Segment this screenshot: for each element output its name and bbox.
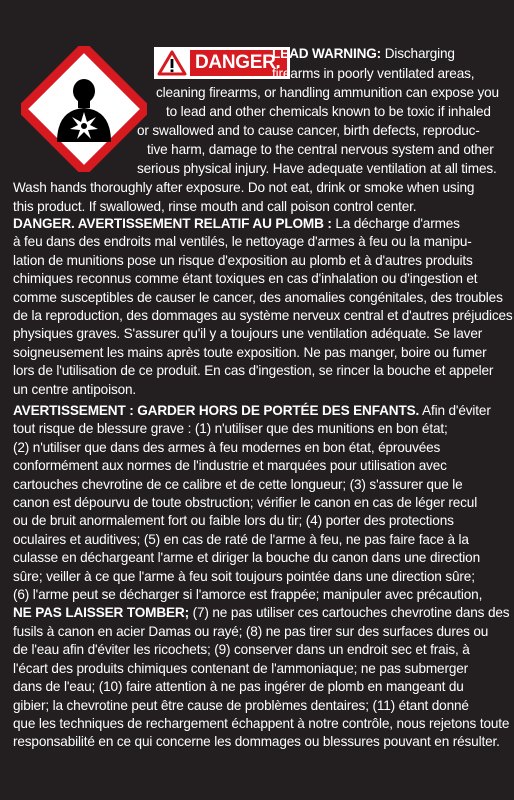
english-line: this product. If swallowed, rinse mouth and call poison control center. [13,199,417,214]
english-line: firearms in poorly ventilated areas, [272,66,475,81]
french-children-emphasis: NE PAS LAISSER TOMBER; [13,605,189,621]
french-children-line: (2) n'utiliser que dans des armes à feu modernes en bon état, éprouvées [13,439,441,455]
french-lead-line: La décharge d'armes [335,216,460,231]
french-lead-heading: DANGER. AVERTISSEMENT RELATIF AU PLOMB : [13,216,332,231]
danger-signal-box [154,47,290,79]
french-children-warning [13,402,510,752]
french-lead-line: de la reproduction, des dommages au système nerveux central et d'autres préjudices [13,308,513,324]
french-children-line: ou de bruit anormalement fort ou faible lors du tir; (4) porter des protections [13,513,454,529]
french-children-line: de l'eau afin d'éviter les ricochets; (9) conserver dans un endroit sec et frais, à [13,642,470,658]
french-children-line: (7) ne pas utiliser ces cartouches chevrotine dans des [192,605,510,621]
danger-signal-word: DANGER. [190,50,287,76]
french-lead-warning [13,215,513,399]
french-children-line: culasse en déchargeant l'arme et diriger la bouche du canon dans une direction [13,550,480,566]
french-children-line: responsabilité en ce qui concerne les dommages ou blessures pouvant en résulter. [13,734,500,750]
french-children-line: oculaires et auditives; (5) en cas de raté de l'arme à feu, ne pas faire face à la [13,531,469,547]
french-children-line: sûre; veiller à ce que l'arme à feu soit toujours pointée dans une direction sûre; [13,568,475,584]
french-children-line: fusils à canon en acier Damas ou rayé; (8) ne pas tirer sur des surfaces dures ou [13,623,489,639]
english-line: serious physical injury. Have adequate ventilation at all times. [137,161,497,176]
french-children-line: (6) l'arme peut se décharger si l'amorce est frappée; manipuler avec précaution, [13,587,483,603]
french-children-line: canon est dépourvu de toute obstruction; vérifier le canon en cas de léger recul [13,495,478,511]
french-children-line: gibier; la chevrotine peut être cause de problèmes dentaires; (11) étant donné [13,697,469,713]
french-children-line: Afin d'éviter [422,403,491,418]
health-hazard-ghs-icon [21,46,147,172]
french-lead-line: à feu dans des endroits mal ventilés, le nettoyage d'armes à feu ou la manipu- [13,234,472,250]
english-line: or swallowed and to cause cancer, birth defects, reproduc- [137,123,480,138]
english-line: Wash hands thoroughly after exposure. Do not eat, drink or smoke when using [13,180,475,195]
french-children-line: l'écart des produits chimiques contenant de l'ammoniaque; ne pas submerger [13,660,469,676]
french-lead-line: physiques graves. S'assurer qu'il y a toujours une ventilation adéquate. Se laver [13,326,483,342]
english-line: to lead and other chemicals known to be toxic if inhaled [166,104,491,119]
french-children-line: dans de l'eau; (10) faire attention à ne pas ingérer de plomb en mangeant du [13,679,464,695]
french-lead-line: comme susceptibles de causer le cancer, des anomalies congénitales, des troubles [13,289,503,305]
french-children-line: conformément aux normes de l'industrie et marquées pour utilisation avec [13,458,447,474]
french-children-line: tout risque de blessure grave : (1) n'utiliser que des munitions en bon état; [13,421,448,437]
exclamation-triangle-icon [157,50,187,76]
french-children-line: que les techniques de rechargement échappent à notre contrôle, nous rejetons toute [13,715,510,731]
french-lead-line: un centre antipoison. [13,381,137,397]
english-line: cleaning firearms, or handling ammunition can expose you [156,85,499,100]
french-lead-line: lors de l'utilisation de ce produit. En cas d'ingestion, se rincer la bouche et appeler [13,363,494,379]
french-children-line: cartouches chevrotine de ce calibre et de cette longueur; (3) s'assurer que le [13,476,463,492]
english-line: Discharging [384,46,455,61]
french-children-heading: AVERTISSEMENT : GARDER HORS DE PORTÉE DES ENFANTS. [13,403,420,418]
french-lead-line: chimiques reconnus comme étant toxiques en cas d'inhalation ou d'ingestion et [13,271,478,287]
english-line: tive harm, damage to the central nervous system and other [147,142,494,157]
french-lead-line: soigneusement les mains après toute exposition. Ne pas manger, boire ou fumer [13,344,487,360]
french-lead-line: lation de munitions pose un risque d'exposition au plomb et à d'autres produits [13,252,473,268]
english-heading: LEAD WARNING: [272,46,382,61]
